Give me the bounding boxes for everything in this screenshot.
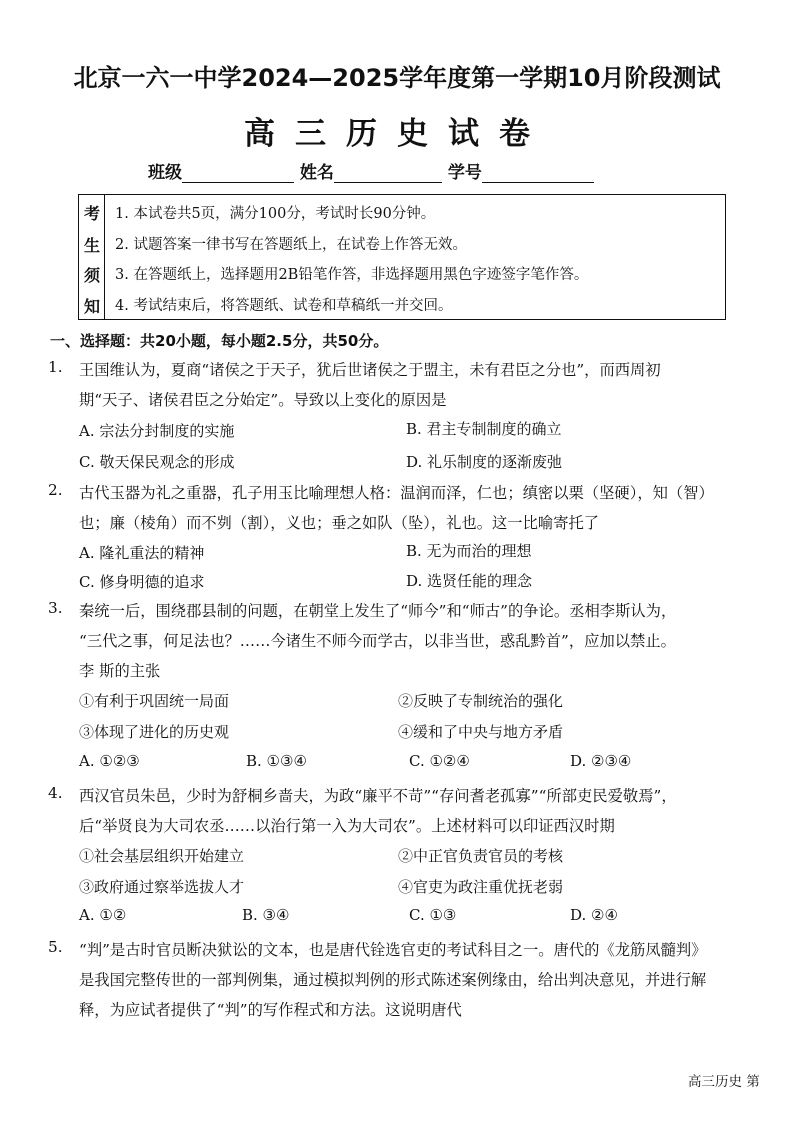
- question-text: 王国维认为，夏商“诸侯之于天子，犹后世诸侯之于盟主，未有君臣之分也”，而西周初: [79, 361, 661, 379]
- option-d[interactable]: D. ②③④: [570, 752, 632, 770]
- option-b[interactable]: B. 君主专制制度的确立: [406, 420, 562, 438]
- question-number: 3.: [48, 599, 63, 617]
- option-a[interactable]: A. ①②: [79, 906, 127, 924]
- option-b[interactable]: B. ①③④: [246, 752, 307, 770]
- page-footer: 高三历史 第: [688, 1074, 760, 1090]
- notice-head-char: 生: [83, 236, 100, 255]
- notice-head-char: 考: [83, 204, 100, 223]
- option-b[interactable]: B. ③④: [242, 906, 290, 924]
- question-text: 秦统一后，围绕郡县制的问题，在朝堂上发生了“师今”和“师古”的争论。丞相李斯认为，: [79, 602, 677, 620]
- option-c[interactable]: C. 敬天保民观念的形成: [79, 453, 235, 471]
- question-text: “三代之事，何足法也？……今诸生不师今而学古，以非当世，惑乱黔首”，应加以禁止。: [79, 632, 676, 650]
- question-text: 释，为应试者提供了“判”的写作程式和方法。这说明唐代: [79, 1001, 462, 1019]
- option-d[interactable]: D. 选贤任能的理念: [406, 572, 533, 590]
- statement-4: ④官吏为政注重优抚老弱: [398, 878, 564, 896]
- student-id-field-label: 学号: [447, 163, 482, 183]
- question-text: 是我国完整传世的一部判例集，通过模拟判例的形式陈述案例缘由，给出判决意见，并进行解: [79, 971, 707, 989]
- notice-item: 2. 试题答案一律书写在答题纸上，在试卷上作答无效。: [115, 237, 467, 253]
- option-a[interactable]: A. 隆礼重法的精神: [79, 544, 205, 562]
- question-text: 李 斯的主张: [79, 662, 161, 680]
- question-text: “判”是古时官员断决狱讼的文本，也是唐代铨选官吏的考试科目之一。唐代的《龙筋凤髓判》: [79, 941, 707, 959]
- name-field-line[interactable]: [334, 164, 442, 183]
- statement-3: ③政府通过察举选拔人才: [79, 878, 245, 896]
- question-text: 也；廉（棱角）而不刿（割），义也；垂之如队（坠），礼也。这一比喻寄托了: [79, 514, 600, 532]
- student-id-field-line[interactable]: [482, 164, 594, 183]
- option-c[interactable]: C. 修身明德的追求: [79, 573, 205, 591]
- statement-4: ④缓和了中央与地方矛盾: [398, 723, 564, 741]
- option-a[interactable]: A. 宗法分封制度的实施: [79, 422, 235, 440]
- notice-head-char: 知: [83, 297, 100, 316]
- question-number: 2.: [48, 481, 63, 499]
- question-text: 后“举贤良为大司农丞……以治行第一入为大司农”。上述材料可以印证西汉时期: [79, 817, 615, 835]
- option-b[interactable]: B. 无为而治的理想: [406, 542, 532, 560]
- notice-heading-column: [79, 195, 105, 319]
- statement-1: ①社会基层组织开始建立: [79, 847, 245, 865]
- option-d[interactable]: D. 礼乐制度的逐渐废弛: [406, 453, 563, 471]
- statement-3: ③体现了进化的历史观: [79, 723, 230, 741]
- option-c[interactable]: C. ①③: [409, 906, 457, 924]
- statement-2: ②反映了专制统治的强化: [398, 692, 564, 710]
- question-number: 5.: [48, 938, 63, 956]
- question-text: 期“天子、诸侯君臣之分始定”。导致以上变化的原因是: [79, 391, 447, 409]
- name-field-label: 姓名: [299, 163, 334, 183]
- statement-2: ②中正官负责官员的考核: [398, 847, 564, 865]
- notice-item: 4. 考试结束后，将答题纸、试卷和草稿纸一并交回。: [115, 298, 453, 314]
- exam-title: 高三历史试卷: [244, 116, 550, 152]
- school-title: 北京一六一中学2024—2025学年度第一学期10月阶段测试: [73, 64, 721, 92]
- exam-notice-box: [78, 194, 726, 320]
- class-field-line[interactable]: [182, 164, 294, 183]
- student-info-fields: [148, 158, 668, 183]
- option-a[interactable]: A. ①②③: [79, 752, 140, 770]
- section-title: 一、选择题：共20小题，每小题2.5分，共50分。: [50, 332, 389, 350]
- option-c[interactable]: C. ①②④: [409, 752, 470, 770]
- question-number: 4.: [48, 784, 63, 802]
- notice-item: 3. 在答题纸上，选择题用2B铅笔作答，非选择题用黑色字迹签字笔作答。: [115, 267, 589, 283]
- question-text: 西汉官员朱邑，少时为舒桐乡啬夫，为政“廉平不苛”“存问耆老孤寡”“所部吏民爱敬焉”，: [79, 787, 677, 805]
- question-text: 古代玉器为礼之重器，孔子用玉比喻理想人格：温润而泽，仁也；缜密以栗（坚硬），知（智）: [79, 484, 714, 502]
- option-d[interactable]: D. ②④: [570, 906, 618, 924]
- class-field-label: 班级: [148, 163, 182, 183]
- notice-head-char: 须: [83, 266, 100, 285]
- notice-item: 1. 本试卷共5页，满分100分，考试时长90分钟。: [115, 206, 436, 222]
- question-number: 1.: [48, 358, 63, 376]
- statement-1: ①有利于巩固统一局面: [79, 692, 230, 710]
